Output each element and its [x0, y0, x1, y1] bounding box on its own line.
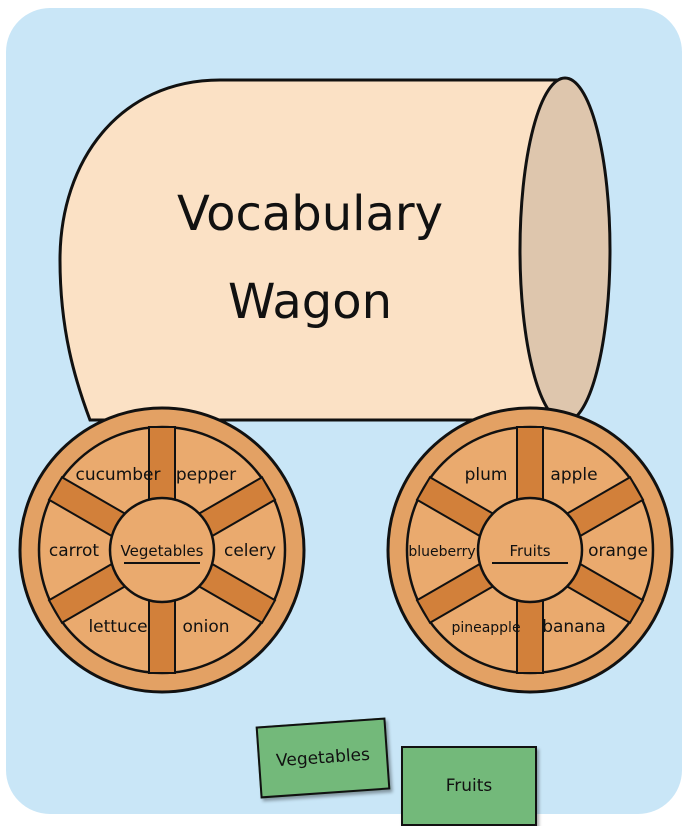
card-vegetables[interactable] [256, 718, 391, 799]
wheel-word-pineapple[interactable]: pineapple [451, 620, 521, 637]
wheel-spoke [517, 427, 543, 500]
wheel-word-cucumber[interactable]: cucumber [75, 464, 161, 485]
wheel-vegetables [20, 408, 304, 692]
hub-label-vegetables: Vegetables [120, 542, 204, 560]
wheel-word-lettuce[interactable]: lettuce [88, 617, 148, 638]
wheel-word-pepper[interactable]: pepper [175, 464, 237, 485]
wheel-word-banana[interactable]: banana [542, 617, 606, 638]
wagon-cover [60, 80, 560, 420]
wheel-word-celery[interactable]: celery [223, 541, 277, 561]
card-vegetables-label: Vegetables [275, 744, 371, 772]
wheel-spoke [517, 600, 543, 673]
wheel-word-plum[interactable]: plum [464, 464, 508, 485]
wheel-word-blueberry[interactable]: blueberry [408, 544, 476, 560]
wagon-cover-end [520, 78, 610, 422]
title-line-2: Wagon [227, 274, 393, 330]
wheel-word-apple[interactable]: apple [550, 464, 598, 485]
wheel-word-orange[interactable]: orange [588, 541, 648, 561]
wheel-word-carrot[interactable]: carrot [48, 541, 100, 561]
card-fruits[interactable] [401, 746, 537, 826]
wheel-spoke [149, 427, 175, 500]
wheel-spoke [149, 600, 175, 673]
card-fruits-label: Fruits [445, 776, 493, 796]
wheel-fruits [388, 408, 672, 692]
hub-label-fruits: Fruits [509, 542, 551, 560]
wheel-word-onion[interactable]: onion [182, 617, 230, 638]
title-line-1: Vocabulary [176, 186, 444, 242]
